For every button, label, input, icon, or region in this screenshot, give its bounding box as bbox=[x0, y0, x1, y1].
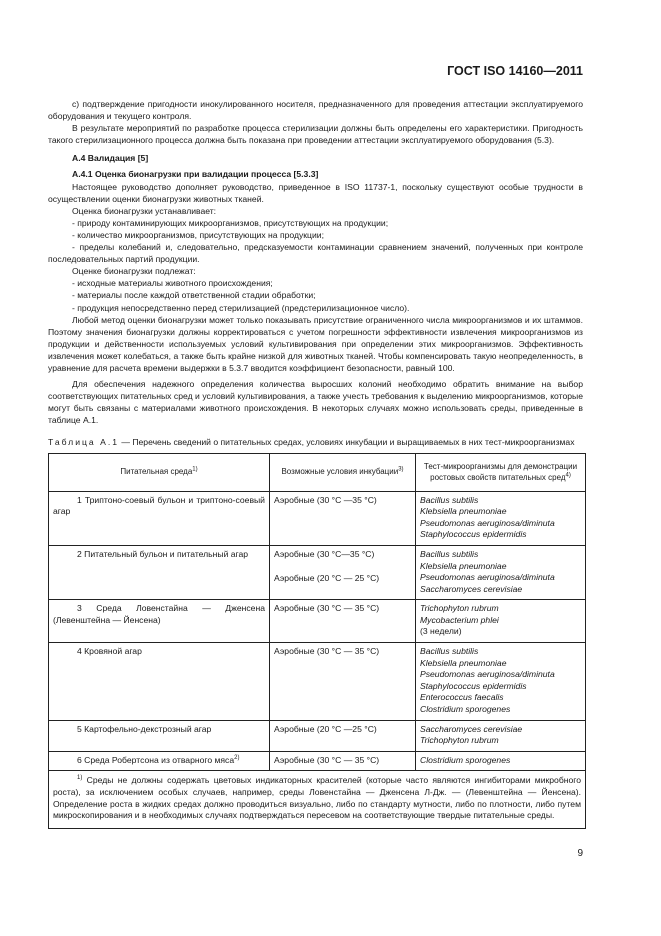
medium-cell: 1 Триптоно-соевый бульон и триптоно-соевый агар bbox=[49, 491, 270, 545]
paragraph: В результате мероприятий по разработке процесса стерилизации должны быть определены его характеристики. Пригодность такого стерилизационного процесса должна быть показана при проведении аттестации эксплуатируемого оборудования (5.3). bbox=[48, 123, 583, 146]
conditions-cell: Аэробные (30 °С —35 °С) bbox=[270, 491, 416, 545]
subsection-number: А.4.1 bbox=[72, 169, 93, 180]
column-header-organisms: Тест-микроорганизмы для демонстрации ростовых свойств питательных сред$^{4)}$ bbox=[416, 453, 586, 491]
list-item: - количество микроорганизмов, присутствующих на продукции; bbox=[72, 229, 324, 240]
list-item: - продукция непосредственно перед стерилизацией (предстерилизационное число). bbox=[72, 302, 410, 313]
conditions-cell: Аэробные (30 °С—35 °С) Аэробные (20 °С — 25 °С) bbox=[270, 545, 416, 599]
medium-cell: 3 Среда Ловенстайна — Дженсена (Левенштейна — Йенсена) bbox=[49, 600, 270, 643]
conditions-cell: Аэробные (30 °С — 35 °С) bbox=[270, 600, 416, 643]
column-header-conditions: Возможные условия инкубации$^{3)}$ bbox=[270, 453, 416, 491]
organisms-cell: Saccharomyces cerevisiae Trichophyton rubrum bbox=[416, 720, 586, 751]
table-row bbox=[49, 545, 586, 599]
table-header-row bbox=[49, 453, 586, 491]
list-item: - исходные материалы животного происхождения; bbox=[72, 278, 273, 289]
table-footnote: $^{1)}$ Среды не должны содержать цветовых индикаторных красителей (которые часто являются ингибиторами микробного роста), за исключением особых случаев, например, среды Ловенстайна — Дженсена Л-Дж. — (Левенштейна — Йенсена). Определение роста в жидких средах должно проводиться визуально, либо по стандарту мутности, либо по плотности, либо путем микроскопирования и в необходимых случаях подтверждаться пересевом на соответствующие твердые питательные среды. bbox=[49, 771, 586, 828]
list-item: - природу контаминирующих микроорганизмов, присутствующих на продукции; bbox=[72, 217, 389, 228]
organisms-cell: Bacillus subtilis Klebsiella pneumoniae Pseudomonas aeruginosa/diminuta Staphylococcus epidermidis bbox=[416, 491, 586, 545]
table-footnote-row bbox=[49, 771, 586, 828]
organisms-cell: Bacillus subtilis Klebsiella pneumoniae Pseudomonas aeruginosa/diminuta Staphylococcus epidermidis Enterococcus faecalis Clostridium sporogenes bbox=[416, 643, 586, 721]
conditions-cell: Аэробные (30 °С — 35 °С) bbox=[270, 643, 416, 721]
table-row bbox=[49, 643, 586, 721]
paragraph: с) подтверждение пригодности инокулированного носителя, предназначенного для проведения аттестации эксплуатируемого оборудования и текущего контроля. bbox=[48, 99, 583, 122]
table-caption bbox=[48, 436, 583, 448]
list-item: - материалы после каждой ответственной стадии обработки; bbox=[72, 290, 316, 301]
paragraph: Для обеспечения надежного определения количества выросших колоний необходимо обратить внимание на выбор соответствующих питательных сред и условий культивирования, а также учесть требования к выделению микроорганизмов, которые могут быть связаны с материалами животного происхождения. В некоторых случаях можно использовать среды, приведенные в таблице А.1. bbox=[48, 379, 583, 426]
paragraph: Оценке бионагрузки подлежат: bbox=[72, 266, 196, 277]
list-item: - пределы колебаний и, следовательно, предсказуемости контаминации сравнением значений, полученных при контроле последовательных партий продукции. bbox=[48, 242, 583, 265]
table-row bbox=[49, 600, 586, 643]
organisms-cell: Clostridium sporogenes bbox=[416, 751, 586, 771]
table-caption-text: — Перечень сведений о питательных средах, условиях инкубации и выращиваемых в них тест-микроорганизмах bbox=[118, 437, 575, 448]
document-id: ГОСТ ISO 14160—2011 bbox=[447, 64, 583, 78]
page-number: 9 bbox=[577, 848, 583, 859]
medium-cell: 5 Картофельно-декстрозный агар bbox=[49, 720, 270, 751]
page-body bbox=[48, 98, 583, 829]
media-table bbox=[48, 453, 586, 829]
medium-cell: 4 Кровяной агар bbox=[49, 643, 270, 721]
section-heading-a4: А.4 Валидация [5] bbox=[72, 153, 149, 164]
conditions-cell: Аэробные (20 °С —25 °С) bbox=[270, 720, 416, 751]
table-row bbox=[49, 491, 586, 545]
organisms-cell: Bacillus subtilis Klebsiella pneumoniae Pseudomonas aeruginosa/diminuta Saccharomyces cerevisiae bbox=[416, 545, 586, 599]
paragraph: Настоящее руководство дополняет руководство, приведенное в ISO 11737-1, поскольку существуют особые трудности в осуществлении оценки бионагрузки животных тканей. bbox=[48, 181, 583, 204]
paragraph: Оценка бионагрузки устанавливает: bbox=[72, 205, 217, 216]
paragraph: Любой метод оценки бионагрузки может только показывать присутствие ограниченного числа микроорганизмов и их штаммов. Поэтому значения бионагрузки должны корректироваться с учетом погрешности эффективности извлечения микроорганизмов из продукции и действенности используемых условий культивирования при определении этих микроорганизмов. Эффективность извлечения может колебаться, а также быть крайне низкой для животных тканей. Чтобы компенсировать такую неопределенность, в уравнение для расчета времени выдержки в 5.3.7 вводится коэффициент безопасности, равный 100. bbox=[48, 314, 583, 373]
subsection-heading-a41 bbox=[72, 168, 583, 180]
medium-cell: 6 Среда Робертсона из отварного мяса$^{2)}$ bbox=[49, 751, 270, 771]
column-header-medium: Питательная среда$^{1)}$ bbox=[49, 453, 270, 491]
organisms-cell: Trichophyton rubrum Mycobacterium phlei (3 недели) bbox=[416, 600, 586, 643]
table-caption-label: Таблица А.1 bbox=[48, 437, 119, 448]
table-row bbox=[49, 720, 586, 751]
conditions-cell: Аэробные (30 °С — 35 °С) bbox=[270, 751, 416, 771]
medium-cell: 2 Питательный бульон и питательный агар bbox=[49, 545, 270, 599]
subsection-title: Оценка бионагрузки при валидации процесса [5.3.3] bbox=[94, 169, 319, 180]
table-row bbox=[49, 751, 586, 771]
